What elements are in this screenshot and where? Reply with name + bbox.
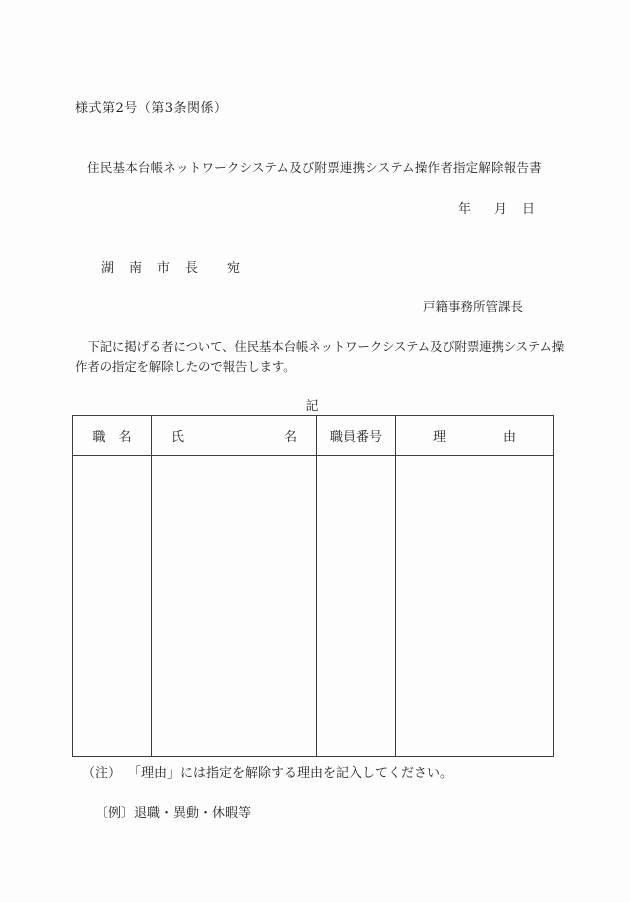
body-paragraph (75, 337, 565, 377)
header-cell-employee-number (317, 416, 396, 456)
reason-header-label-last: 由 (502, 430, 516, 445)
name-header-label-first: 氏 (171, 430, 185, 445)
example-line: 〔例〕退職・異動・休暇等 (95, 806, 252, 821)
sender-title: 戸籍事務所管課長 (423, 299, 524, 314)
body-line-1: 下記に掲げる者について、住民基本台帳ネットワークシステム及び附票連携システム操 (75, 339, 565, 354)
form-number-label: 様式第2号（第3条関係） (75, 101, 228, 116)
job-title-header-label: 職 名 (92, 430, 132, 445)
body-line-2: 作者の指定を解除したので報告します。 (75, 359, 296, 374)
operator-table (72, 415, 554, 757)
note-label: （注） (82, 766, 122, 781)
date-day-label: 日 (522, 202, 536, 217)
reason-header-label-first: 理 (433, 430, 447, 445)
document-title: 住民基本台帳ネットワークシステム及び附票連携システム操作者指定解除報告書 (87, 160, 542, 175)
body-cell-job-title (73, 456, 152, 756)
employee-number-header-label: 職員番号 (329, 430, 382, 445)
addressee-line: 湖 南 市 長 宛 (101, 261, 242, 276)
header-cell-job-title (73, 416, 152, 456)
body-cell-employee-number (317, 456, 396, 756)
body-cell-reason (396, 456, 553, 756)
note-text: 「理由」には指定を解除する理由を記入してください。 (128, 766, 454, 781)
body-cell-name (152, 456, 317, 756)
name-header-label-last: 名 (283, 430, 297, 445)
date-year-label: 年 (458, 202, 472, 217)
record-marker: 記 (305, 399, 319, 414)
header-cell-reason (396, 416, 553, 456)
date-month-label: 月 (494, 202, 508, 217)
header-cell-name (152, 416, 317, 456)
